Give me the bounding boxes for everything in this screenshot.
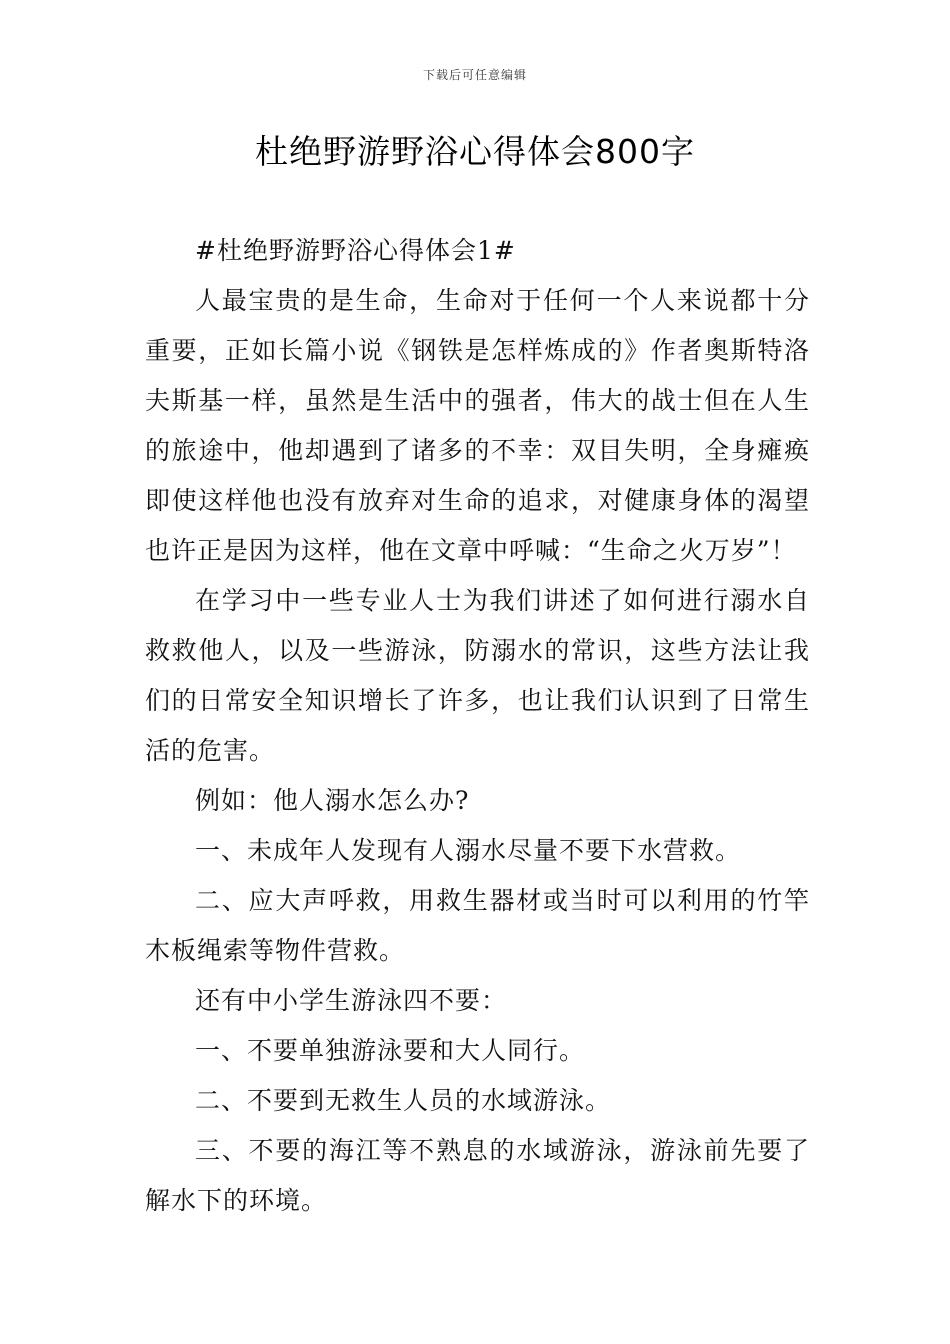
section-heading: #杜绝野游野浴心得体会1# bbox=[195, 236, 516, 265]
list-item: 一、未成年人发现有人溺水尽量不要下水营救。 bbox=[195, 836, 742, 865]
list-item: 二、不要到无救生人员的水域游泳。 bbox=[195, 1086, 612, 1115]
list-item: 三、不要的海江等不熟息的水域游泳，游泳前先要了解水下的环境。 bbox=[145, 1136, 810, 1215]
document-title: 杜绝野游野浴心得体会800字 bbox=[255, 132, 695, 171]
header-note: 下载后可任意编辑 bbox=[422, 68, 527, 82]
list-item: 二、应大声呼救，用救生器材或当时可以利用的竹竿木板绳索等物件营救。 bbox=[145, 886, 810, 965]
paragraph: 还有中小学生游泳四不要： bbox=[195, 986, 508, 1015]
paragraph: 例如：他人溺水怎么办? bbox=[195, 786, 470, 815]
paragraph: 人最宝贵的是生命，生命对于任何一个人来说都十分重要，正如长篇小说《钢铁是怎样炼成的》作者奥斯特洛夫斯基一样，虽然是生活中的强者，伟大的战士但在人生的旅途中，他却遇到了诸多的不幸：双目失明，全身瘫痪即使这样他也没有放弃对生命的追求，对健康身体的渴望也许正是因为这样，他在文章中呼喊：“生命之火万岁”！ bbox=[145, 286, 810, 565]
document-body bbox=[145, 226, 810, 1226]
list-item: 一、不要单独游泳要和大人同行。 bbox=[195, 1036, 586, 1065]
paragraph: 在学习中一些专业人士为我们讲述了如何进行溺水自救救他人，以及一些游泳，防溺水的常识，这些方法让我们的日常安全知识增长了许多，也让我们认识到了日常生活的危害。 bbox=[145, 586, 810, 765]
